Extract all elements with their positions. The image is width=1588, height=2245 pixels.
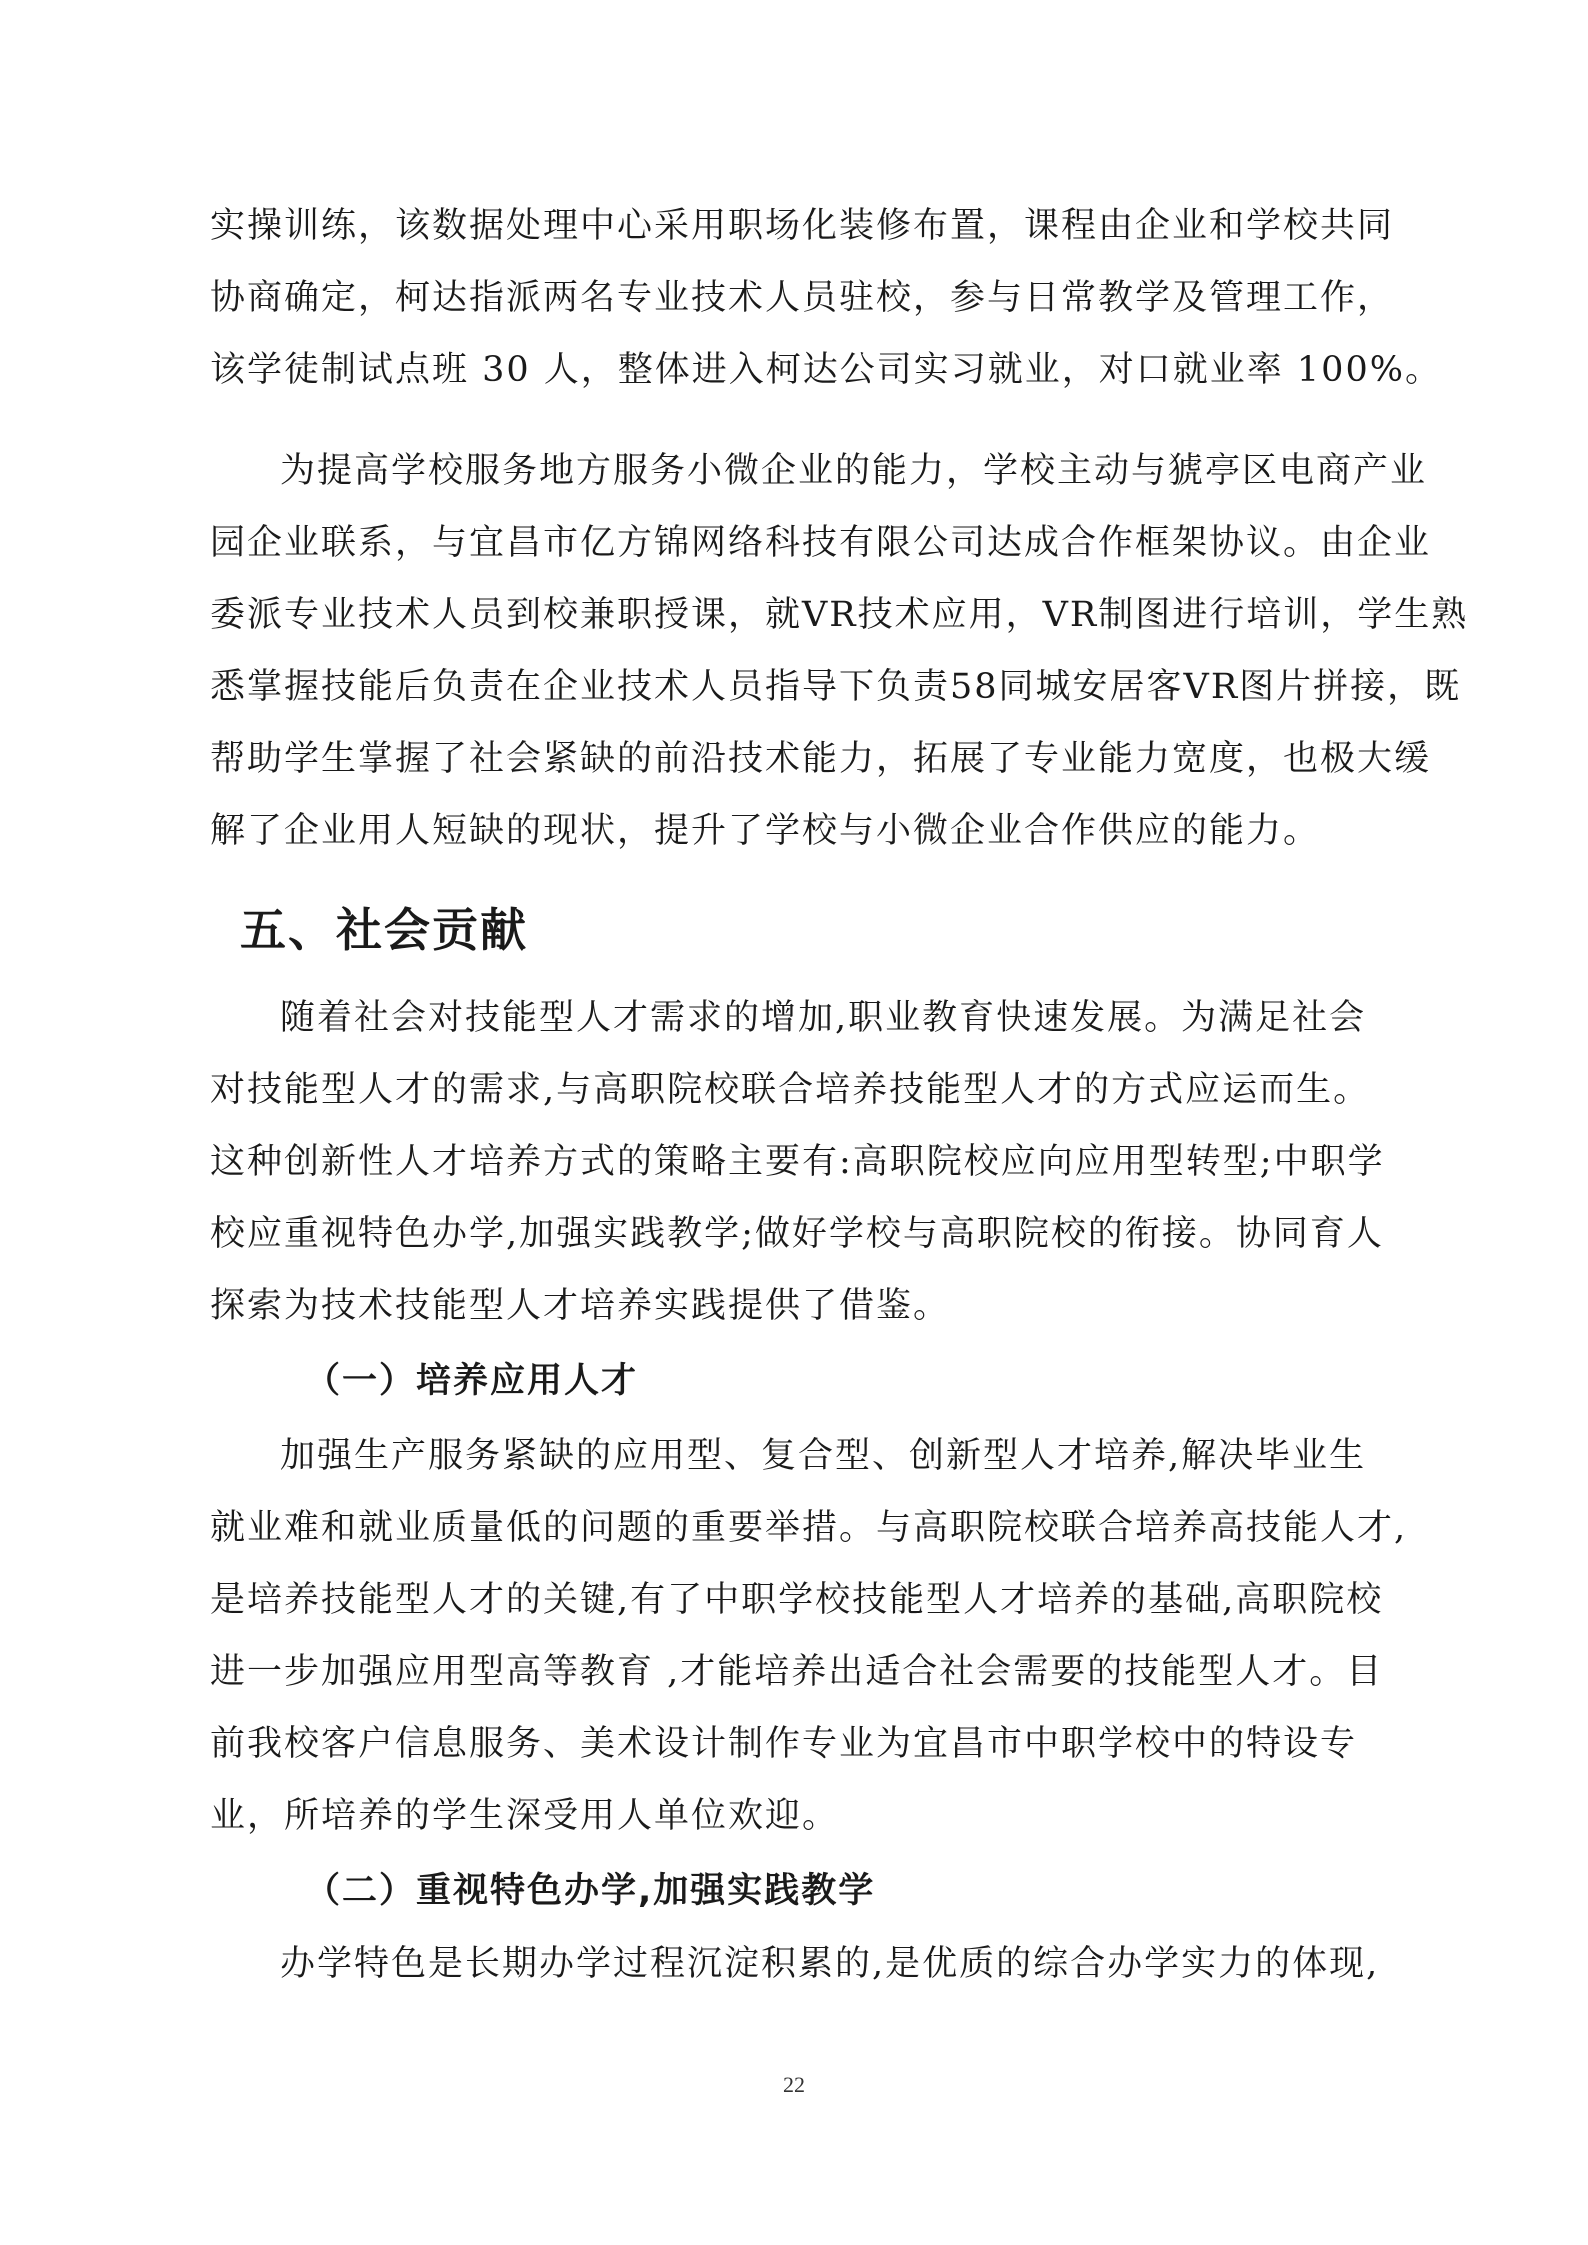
paragraph-line: 实操训练，该数据处理中心采用职场化装修布置，课程由企业和学校共同	[210, 206, 1395, 246]
paragraph-line: 对技能型人才的需求,与高职院校联合培养技能型人才的方式应运而生。	[210, 1070, 1371, 1110]
section-heading: 五、社会贡献	[240, 903, 528, 957]
paragraph-line: 随着社会对技能型人才需求的增加,职业教育快速发展。为满足社会	[280, 998, 1367, 1038]
paragraph-line: 进一步加强应用型高等教育 ,才能培养出适合社会需要的技能型人才。目	[210, 1652, 1384, 1692]
paragraph-line: 帮助学生掌握了社会紧缺的前沿技术能力，拓展了专业能力宽度，也极大缓	[210, 739, 1432, 779]
paragraph-line: 业，所培养的学生深受用人单位欢迎。	[210, 1796, 840, 1836]
paragraph-line: 悉掌握技能后负责在企业技术人员指导下负责58同城安居客VR图片拼接，既	[210, 667, 1462, 707]
subsection-heading: （二）重视特色办学,加强实践教学	[305, 1871, 876, 1911]
paragraph-line: 这种创新性人才培养方式的策略主要有:高职院校应向应用型转型;中职学	[210, 1142, 1385, 1182]
paragraph-line: 解了企业用人短缺的现状，提升了学校与小微企业合作供应的能力。	[210, 811, 1321, 851]
subsection-heading: （一）培养应用人才	[305, 1361, 639, 1401]
paragraph-line: 是培养技能型人才的关键,有了中职学校技能型人才培养的基础,高职院校	[210, 1580, 1384, 1620]
paragraph-line: 协商确定，柯达指派两名专业技术人员驻校，参与日常教学及管理工作，	[210, 278, 1395, 318]
paragraph-line: 探索为技术技能型人才培养实践提供了借鉴。	[210, 1286, 951, 1326]
page-number: 22	[783, 2072, 805, 2097]
paragraph-line: 办学特色是长期办学过程沉淀积累的,是优质的综合办学实力的体现,	[280, 1944, 1380, 1984]
paragraph-line: 委派专业技术人员到校兼职授课，就VR技术应用，VR制图进行培训，学生熟	[210, 595, 1469, 635]
paragraph-line: 就业难和就业质量低的问题的重要举措。与高职院校联合培养高技能人才,	[210, 1508, 1408, 1548]
paragraph-line: 前我校客户信息服务、美术设计制作专业为宜昌市中职学校中的特设专	[210, 1724, 1358, 1764]
paragraph-line: 为提高学校服务地方服务小微企业的能力，学校主动与猇亭区电商产业	[280, 451, 1428, 491]
paragraph-line: 该学徒制试点班 30 人，整体进入柯达公司实习就业，对口就业率 100%。	[210, 350, 1442, 390]
paragraph-line: 校应重视特色办学,加强实践教学;做好学校与高职院校的衔接。协同育人	[210, 1214, 1384, 1254]
paragraph-line: 园企业联系，与宜昌市亿方锦网络科技有限公司达成合作框架协议。由企业	[210, 523, 1432, 563]
paragraph-line: 加强生产服务紧缺的应用型、复合型、创新型人才培养,解决毕业生	[280, 1436, 1367, 1476]
